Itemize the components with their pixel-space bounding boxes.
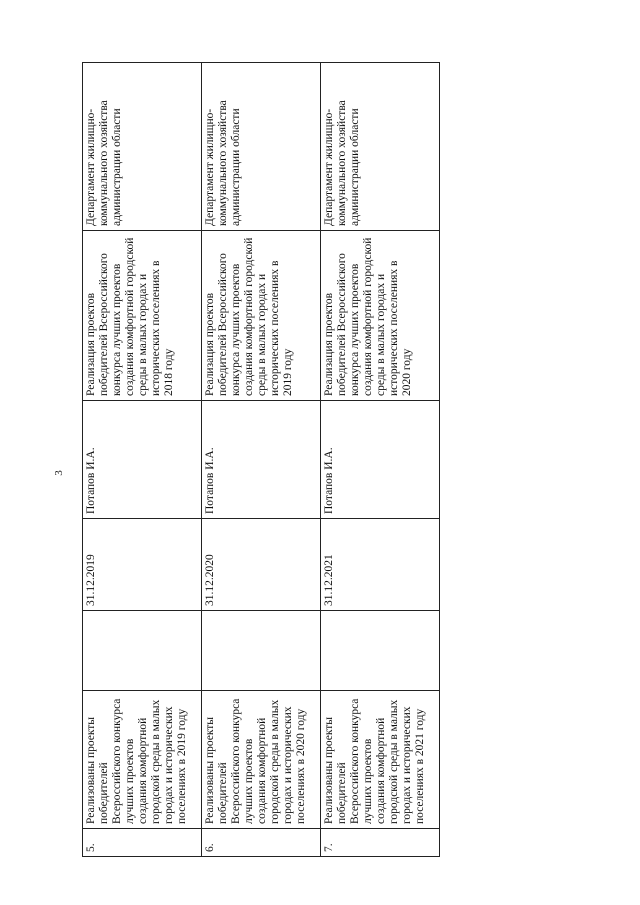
table-row xyxy=(202,63,321,857)
events-table xyxy=(82,62,440,857)
page-number: 3 xyxy=(52,470,65,476)
empty-cell xyxy=(202,611,321,691)
date-cell: 31.12.2020 xyxy=(202,519,321,611)
row-number: 6. xyxy=(202,829,321,857)
responsible-cell: Потапов И.А. xyxy=(83,401,202,519)
empty-cell xyxy=(321,611,440,691)
row-number: 5. xyxy=(83,829,202,857)
event-cell: Реализация проектов победителей Всероссийского конкурса лучших проектов создания комфортной городской среды в малых городах и исторических поселениях в 2020 году xyxy=(321,231,440,401)
responsible-cell: Потапов И.А. xyxy=(321,401,440,519)
event-cell: Реализация проектов победителей Всероссийского конкурса лучших проектов создания комфортной городской среды в малых городах и исторических поселениях в 2019 году xyxy=(202,231,321,401)
department-cell: Департамент жилищно-коммунального хозяйства администрации области xyxy=(83,63,202,231)
result-cell: Реализованы проекты победителей Всероссийского конкурса лучших проектов создания комфортной городской среды в малых городах и исторических поселениях в 2020 году xyxy=(202,691,321,829)
empty-cell xyxy=(83,611,202,691)
rotated-table-container xyxy=(82,62,440,857)
table-row xyxy=(83,63,202,857)
result-cell: Реализованы проекты победителей Всероссийского конкурса лучших проектов создания комфортной городской среды в малых городах и исторических поселениях в 2019 году xyxy=(83,691,202,829)
date-cell: 31.12.2021 xyxy=(321,519,440,611)
department-cell: Департамент жилищно-коммунального хозяйства администрации области xyxy=(321,63,440,231)
department-cell: Департамент жилищно-коммунального хозяйства администрации области xyxy=(202,63,321,231)
result-cell: Реализованы проекты победителей Всероссийского конкурса лучших проектов создания комфортной городской среды в малых городах и исторических поселениях в 2021 году xyxy=(321,691,440,829)
date-cell: 31.12.2019 xyxy=(83,519,202,611)
responsible-cell: Потапов И.А. xyxy=(202,401,321,519)
row-number: 7. xyxy=(321,829,440,857)
event-cell: Реализация проектов победителей Всероссийского конкурса лучших проектов создания комфортной городской среды в малых городах и исторических поселениях в 2018 году xyxy=(83,231,202,401)
table-row xyxy=(321,63,440,857)
